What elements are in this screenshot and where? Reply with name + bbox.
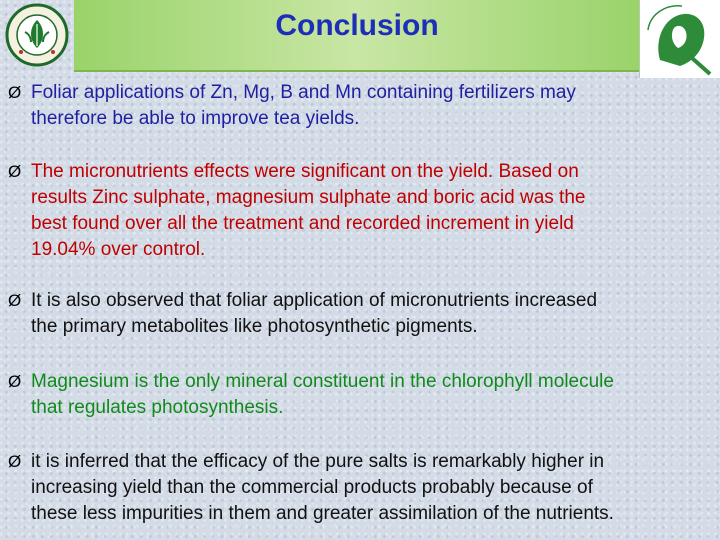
bullet-line: It is also observed that foliar application of micronutrients increased [31,290,598,311]
bullet-line: these less impurities in them and greater assimilation of the nutrients. [31,503,614,524]
arrow-bullet-icon: Ø [8,372,22,391]
darjeeling-logo [639,0,720,78]
bullet-line: therefore be able to improve tea yields. [31,108,360,129]
bullet-line: Magnesium is the only mineral constituent in the chlorophyll molecule [31,371,614,392]
arrow-bullet-icon: Ø [8,291,22,310]
bullet-line: Foliar applications of Zn, Mg, B and Mn containing fertilizers may [31,82,576,103]
bullet-line: best found over all the treatment and recorded increment in yield [31,213,574,234]
arrow-bullet-icon: Ø [8,83,22,102]
tea-board-logo [0,0,74,70]
bullet-line: 19.04% over control. [31,239,206,260]
darjeeling-lady-icon [640,0,720,78]
bullet-line: the primary metabolites like photosynthetic pigments. [31,316,478,337]
arrow-bullet-icon: Ø [8,452,22,471]
bullet-line: increasing yield than the commercial products probably because of [31,477,593,498]
bullet-line: it is inferred that the efficacy of the pure salts is remarkably higher in [31,451,605,472]
bullet-line: that regulates photosynthesis. [31,397,284,418]
arrow-bullet-icon: Ø [8,162,22,181]
slide-title: Conclusion [275,9,439,42]
bullet-line: The micronutrients effects were significant on the yield. Based on [31,161,579,182]
title-bar [74,0,640,72]
tea-board-emblem-icon [3,2,71,68]
bullet-line: results Zinc sulphate, magnesium sulphate and boric acid was the [31,187,586,208]
